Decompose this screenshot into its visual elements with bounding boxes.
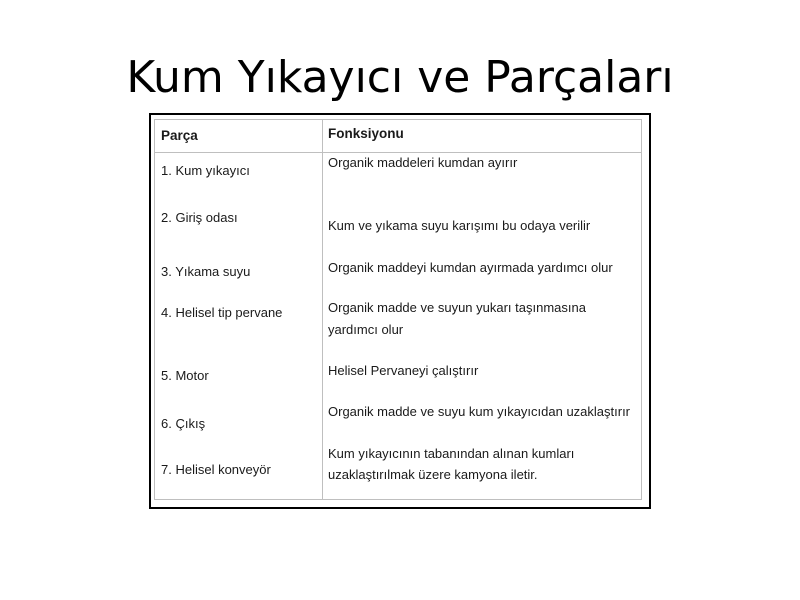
function-cell: Organik madde ve suyun yukarı taşınmasına (328, 300, 586, 315)
header-function: Fonksiyonu (328, 126, 404, 141)
header-part: Parça (161, 128, 198, 143)
parts-table-frame (149, 113, 651, 509)
part-cell: 6. Çıkış (161, 416, 206, 431)
function-cell: Kum ve yıkama suyu karışımı bu odaya verilir (328, 218, 591, 233)
function-cell-continued: uzaklaştırılmak üzere kamyona iletir. (328, 467, 538, 482)
parts-table (154, 119, 642, 500)
part-cell: 5. Motor (161, 368, 209, 383)
function-cell: Organik maddeleri kumdan ayırır (328, 155, 518, 170)
part-cell: 1. Kum yıkayıcı (161, 163, 250, 178)
function-cell: Kum yıkayıcının tabanından alınan kumları (328, 446, 575, 461)
column-divider (322, 120, 323, 499)
part-cell: 7. Helisel konveyör (161, 462, 271, 477)
part-cell: 3. Yıkama suyu (161, 264, 251, 279)
function-cell: Helisel Pervaneyi çalıştırır (328, 363, 479, 378)
part-cell: 4. Helisel tip pervane (161, 305, 283, 320)
function-cell: Organik madde ve suyu kum yıkayıcıdan uzaklaştırır (328, 404, 631, 419)
function-cell-continued: yardımcı olur (328, 322, 404, 337)
slide-title: Kum Yıkayıcı ve Parçaları (126, 52, 674, 103)
function-cell: Organik maddeyi kumdan ayırmada yardımcı olur (328, 260, 613, 275)
part-cell: 2. Giriş odası (161, 210, 238, 225)
